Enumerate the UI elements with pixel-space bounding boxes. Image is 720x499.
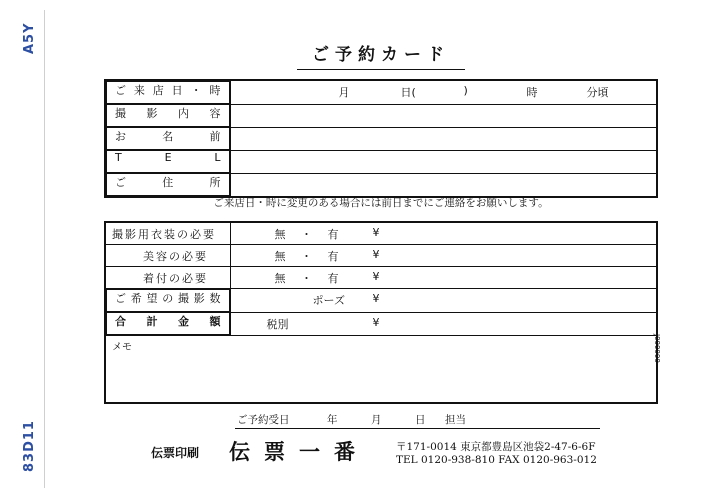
- details-table: [104, 221, 658, 404]
- reservation-table: [104, 79, 658, 198]
- label-beauty: 美容の必要: [105, 245, 230, 267]
- reservation-label-char: 名: [162, 130, 174, 143]
- day-unit: 日(: [400, 86, 416, 99]
- field-shot-count[interactable]: [230, 289, 657, 313]
- card-title: ご予約カード: [297, 40, 465, 70]
- reservation-label-char: ご: [115, 84, 126, 97]
- reservation-label-char: 時: [209, 84, 221, 97]
- side-code-top: A5Y: [22, 22, 37, 54]
- reservation-label-char: 所: [209, 176, 221, 189]
- label-total: [106, 312, 230, 335]
- field-tel[interactable]: [230, 150, 657, 173]
- shot-count-label-char: 望: [146, 292, 158, 305]
- row-memo: [105, 336, 657, 404]
- label-dressing: 着付の必要: [105, 267, 230, 289]
- hour-unit: 時: [526, 86, 538, 99]
- row-address: [105, 173, 657, 197]
- vertical-serial: J000000: [653, 334, 661, 363]
- row-dressing: [105, 267, 657, 289]
- publisher-address: 〒171-0014 東京都豊島区池袋2-47-6-6F: [396, 441, 596, 453]
- field-address[interactable]: [230, 173, 657, 197]
- label-shot-count: [106, 289, 230, 312]
- month-unit: 月: [338, 86, 350, 99]
- shot-count-label-char: 希: [130, 292, 142, 305]
- row-visit-datetime: [105, 80, 657, 104]
- reservation-label-char: 店: [152, 84, 164, 97]
- dressing-yen: ¥: [372, 270, 380, 283]
- label-costume: 撮影用衣装の必要: [105, 222, 230, 245]
- received-month: 月: [371, 414, 382, 426]
- reservation-label-char: 影: [146, 107, 158, 120]
- minute-unit: 分頃: [586, 86, 609, 99]
- costume-yen: ¥: [372, 226, 380, 239]
- reservation-label-char: ・: [190, 84, 202, 97]
- field-name[interactable]: [230, 127, 657, 150]
- weekday-close: ): [463, 84, 468, 97]
- total-label-char: 計: [146, 315, 158, 328]
- shot-count-label-char: 数: [209, 292, 221, 305]
- shot-count-label-char: 撮: [178, 292, 189, 305]
- field-costume[interactable]: [230, 222, 657, 245]
- reservation-label-char: 住: [162, 176, 174, 189]
- change-notice: ご来店日・時に変更のある場合には前日までにご連絡をお願いします。: [213, 197, 549, 209]
- reservation-label-char: 前: [209, 130, 221, 143]
- title-block: [297, 40, 465, 70]
- received-year: 年: [327, 414, 338, 426]
- reservation-label-char: 撮: [115, 107, 126, 120]
- side-code-bottom: 83D11: [22, 420, 37, 472]
- label-visit-datetime: [106, 81, 230, 104]
- dressing-choice: 無 ・ 有: [274, 272, 345, 285]
- reservation-label-char: L: [214, 151, 221, 164]
- row-shot-count: [105, 289, 657, 313]
- publisher-contact: [396, 441, 597, 467]
- reservation-label-char: 内: [178, 107, 189, 120]
- row-costume: [105, 222, 657, 245]
- publisher-small: 伝票印刷: [151, 446, 200, 460]
- total-label-char: 金: [178, 315, 189, 328]
- label-address: [106, 173, 230, 196]
- field-beauty[interactable]: [230, 245, 657, 267]
- received-day: 日: [415, 414, 426, 426]
- label-shoot-content: [106, 104, 230, 127]
- reservation-label-char: お: [115, 130, 126, 143]
- row-name: [105, 127, 657, 150]
- field-visit-datetime[interactable]: [230, 80, 657, 104]
- reservation-label-char: 来: [133, 84, 145, 97]
- total-yen: ¥: [372, 315, 380, 329]
- publisher-phone: TEL 0120-938-810 FAX 0120-963-012: [396, 454, 597, 466]
- publisher-logo-text: 伝票一番: [229, 439, 369, 464]
- row-tel: [105, 150, 657, 173]
- row-shoot-content: [105, 104, 657, 127]
- reservation-label-char: 容: [209, 107, 221, 120]
- total-label-char: 額: [209, 315, 221, 328]
- beauty-choice: 無 ・ 有: [274, 250, 345, 263]
- shot-count-label-char: 影: [193, 292, 205, 305]
- total-label-char: 合: [115, 315, 126, 328]
- reservation-label-char: E: [164, 151, 172, 164]
- field-total[interactable]: [230, 312, 657, 336]
- row-beauty: [105, 245, 657, 267]
- received-staff: 担当: [445, 414, 466, 426]
- row-total: [105, 312, 657, 336]
- shot-count-unit: ポーズ: [312, 294, 345, 307]
- label-tel: [106, 150, 230, 173]
- beauty-yen: ¥: [372, 248, 380, 261]
- shot-count-label-char: の: [162, 292, 174, 305]
- field-dressing[interactable]: [230, 267, 657, 289]
- label-name: [106, 127, 230, 150]
- field-shoot-content[interactable]: [230, 104, 657, 127]
- tax-excluded: 税別: [266, 317, 289, 331]
- costume-choice: 無 ・ 有: [274, 228, 345, 241]
- received-line: [235, 412, 600, 429]
- reservation-label-char: 日: [171, 84, 183, 97]
- received-label: ご予約受日: [237, 414, 290, 426]
- memo-field[interactable]: [105, 336, 657, 404]
- shot-count-yen: ¥: [372, 292, 380, 305]
- shot-count-label-char: ご: [115, 292, 126, 305]
- reservation-label-char: T: [115, 151, 122, 164]
- reservation-label-char: ご: [115, 176, 126, 189]
- memo-label: メモ: [112, 342, 132, 353]
